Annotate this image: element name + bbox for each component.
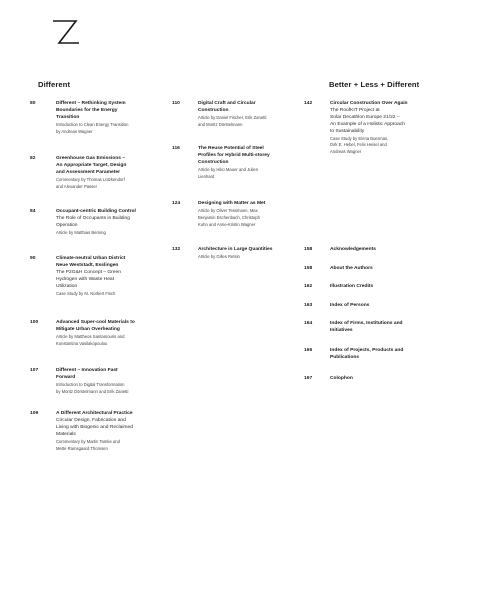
toc-entry-subtitle-line: to Sustainability — [330, 128, 365, 134]
toc-entry-body — [56, 411, 186, 452]
toc-entry-title-line: Construction — [198, 159, 229, 165]
toc-entry-body — [330, 101, 460, 156]
toc-entry-author-line: Andreas Wagner — [330, 149, 362, 155]
toc-entry-title-line: Circular Construction Over Again — [330, 101, 408, 106]
toc-page-number: 142 — [304, 101, 313, 106]
toc-entry-author-line: Introduction to Clean Energy Transition — [56, 121, 129, 127]
toc-entry-body — [330, 376, 460, 383]
toc-entry-title-line: Climate-neutral Urban District — [56, 256, 126, 261]
toc-entry-body — [330, 348, 460, 362]
toc-entry-subtitle-line: Living with Biogenic and Reclaimed — [56, 424, 133, 430]
toc-entry-title-line: Construction — [198, 107, 229, 113]
toc-entry-author-line: and Alexander Passer — [56, 183, 97, 189]
toc-entry-title-line: Boundaries for the Energy — [56, 107, 118, 113]
toc-entry-body — [330, 321, 460, 335]
toc-entry-author-line: Kuhn and Anne-Kristin Wagner — [198, 221, 256, 227]
toc-page-number: 116 — [172, 146, 180, 151]
arrow-logo-icon — [50, 18, 82, 46]
toc-page-number: 124 — [172, 201, 181, 206]
toc-entry-title-line: Forward — [56, 374, 76, 380]
toc-entry-author-line: Case Study by M. Norbert Fisch — [56, 290, 116, 296]
toc-entry-title-line: Advanced Super-cool Materials to — [56, 320, 135, 325]
toc-entry-author-line: Article by Matthias Berning — [56, 229, 106, 235]
section-title-different: Different — [38, 80, 71, 89]
toc-entry-author-line: Konstantina Vasilakopoulou — [56, 340, 108, 346]
toc-page-number: 90 — [30, 256, 36, 261]
toc-entry-author-line: Article by Daniel Fischer, Erik Zanetti — [198, 114, 267, 120]
toc-entry-title-line: Illustration Credits — [330, 284, 374, 289]
toc-page-number: 109 — [30, 411, 39, 416]
toc-page-number: 167 — [304, 376, 313, 381]
toc-entry-body — [330, 247, 460, 254]
toc-entry-title-line: Different – Rethinking System — [56, 101, 126, 106]
toc-entry-title-line: Profiles for Hybrid Multi-storey — [198, 152, 270, 158]
section-title-better-less-different: Better + Less + Different — [329, 80, 420, 89]
toc-page-number: 158 — [304, 266, 313, 271]
toc-entry-author-line: Article by Hiko Mauer and Julien — [198, 166, 259, 172]
toc-entry-title-line: Neue Weststadt, Esslingen — [56, 262, 119, 268]
toc-entry-title-line: Architecture in Large Quantities — [198, 247, 273, 252]
toc-page-number: 158 — [304, 247, 313, 252]
toc-entry-title-line: Digital Craft and Circular — [198, 101, 256, 106]
toc-entry-author-line: Lienhard — [198, 173, 215, 179]
toc-page-number: 107 — [30, 368, 39, 373]
toc-entry-body — [330, 303, 460, 310]
toc-entry-title-line: Greenhouse Gas Emissions – — [56, 156, 126, 161]
toc-entry-author-line: and Moritz Dörstelmann — [198, 121, 243, 127]
toc-entry-title-line: Transition — [56, 114, 80, 120]
toc-entry-title-line: The Reuse Potential of Steel — [198, 146, 264, 151]
toc-entry-subtitle-line: Hydrogen with Waste Heat — [56, 276, 114, 282]
toc-page-number: 163 — [304, 303, 313, 308]
toc-entry-author-line: Commentary by Thomas Lützkendorf — [56, 176, 125, 182]
toc-page-number: 132 — [172, 247, 181, 252]
toc-entry-subtitle-line: Operation — [56, 222, 78, 228]
toc-entry-body — [56, 256, 186, 297]
toc-entry-author-line: by Moritz Dörstelmann and Erik Zanetti — [56, 388, 129, 394]
toc-entry-body — [56, 209, 186, 237]
toc-entry-author-line: by Andreas Wagner — [56, 128, 93, 134]
toc-entry-body — [330, 266, 460, 273]
toc-entry-title-line: About the Authors — [330, 266, 373, 271]
toc-entry-author-line: Dirk E. Hebel, Felix Heisel and — [330, 142, 387, 148]
toc-entry-title-line: Different – Innovation Fast — [56, 368, 118, 373]
toc-entry-title-line: and Assessment Parameter — [56, 169, 120, 175]
toc-entry-body — [330, 284, 460, 291]
toc-entry-subtitle-line: Circular Design, Fabrication and — [56, 417, 126, 423]
toc-entry-subtitle-line: Utilization — [56, 283, 78, 289]
toc-entry-subtitle-line: The Role of Occupants in Building — [56, 215, 130, 221]
toc-entry-body — [56, 156, 186, 191]
toc-entry-title-line: Index of Projects, Products and — [330, 348, 404, 353]
toc-entry-subtitle-line: Solar Decathlon Europe 21/22 – — [330, 114, 400, 120]
toc-entry-author-line: Article by Mattheos Santamouris and — [56, 333, 125, 339]
toc-entry-author-line: Case Study by Elena Boerman, — [330, 135, 389, 141]
toc-entry-author-line: Article by Gilles Retsin — [198, 253, 240, 259]
toc-page-number: 165 — [304, 348, 313, 353]
toc-entry-author-line: Introduction to Digital Transformation — [56, 381, 125, 387]
toc-entry-title-line: Initiatives — [330, 327, 353, 333]
toc-entry-title-line: Acknowledgements — [330, 247, 376, 252]
toc-entry-body — [198, 201, 328, 229]
toc-page-number: 164 — [304, 321, 313, 326]
toc-entry-title-line: An Appropriate Target, Design — [56, 162, 127, 168]
toc-page-number: 162 — [304, 284, 313, 289]
toc-entry-body — [56, 320, 186, 348]
toc-entry-body — [56, 101, 186, 136]
toc-entry-subtitle-line: The P2G&H Concept – Green — [56, 269, 121, 275]
toc-entry-author-line: Benjamin Eschenbach, Christoph — [198, 214, 260, 220]
toc-page-number: 82 — [30, 156, 36, 161]
toc-entry-body — [198, 146, 328, 181]
toc-entry-title-line: Index of Persons — [330, 303, 370, 308]
toc-entry-title-line: Designing with Matter as Met — [198, 201, 266, 206]
toc-entry-title-line: Colophon — [330, 376, 353, 381]
toc-entry-subtitle-line: An Example of a Holistic Approach — [330, 121, 406, 127]
toc-entry-title-line: Mitigate Urban Overheating — [56, 326, 120, 332]
toc-entry-title-line: Index of Firms, Institutions and — [330, 321, 403, 326]
toc-page-number: 84 — [30, 209, 36, 214]
toc-entry-subtitle-line: Materials — [56, 431, 76, 437]
toc-entry-author-line: Mette Ramsgaard Thomsen — [56, 445, 108, 451]
toc-page-number: 80 — [30, 101, 36, 106]
toc-entry-author-line: Article by Oliver Tessmann, Max — [198, 207, 258, 213]
toc-page-number: 100 — [30, 320, 39, 325]
toc-entry-title-line: A Different Architectural Practice — [56, 411, 133, 416]
toc-entry-subtitle-line: The RoofKIT Project at — [330, 107, 380, 113]
toc-entry-author-line: Commentary by Martin Tamke and — [56, 438, 120, 444]
toc-entry-title-line: Publications — [330, 354, 360, 360]
toc-entry-title-line: Occupant-centric Building Control — [56, 209, 136, 214]
toc-page-number: 110 — [172, 101, 180, 106]
toc-entry-body — [56, 368, 186, 396]
